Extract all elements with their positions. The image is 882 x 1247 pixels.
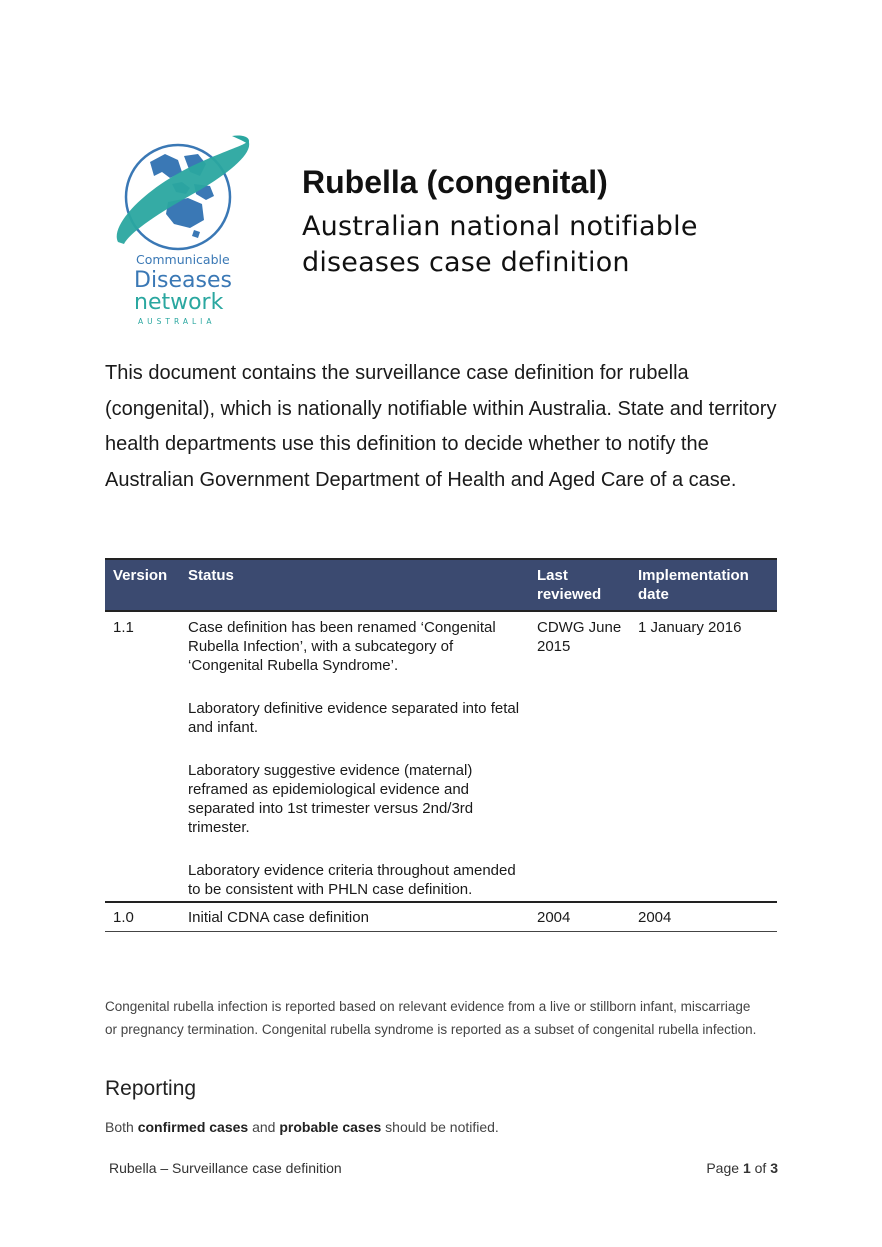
status-cell bbox=[180, 611, 529, 902]
reporting-text-after: should be notified. bbox=[381, 1119, 499, 1135]
reporting-paragraph bbox=[105, 1117, 499, 1137]
status-paragraph: Laboratory definitive evidence separated into fetal and infant. bbox=[188, 700, 520, 736]
reporting-text-middle: and bbox=[248, 1119, 280, 1135]
last-reviewed-cell: CDWG June 2015 bbox=[537, 619, 622, 655]
status-paragraph: Laboratory evidence criteria throughout amended to be consistent with PHLN case definition. bbox=[188, 862, 516, 898]
footer-document-title: Rubella – Surveillance case definition bbox=[109, 1160, 342, 1176]
status-cell: Initial CDNA case definition bbox=[180, 902, 529, 932]
header-version: Version bbox=[105, 559, 180, 611]
version-cell: 1.1 bbox=[113, 619, 134, 636]
footer-current-page: 1 bbox=[742, 1160, 751, 1176]
reporting-confirmed-cases: confirmed cases bbox=[137, 1119, 249, 1135]
status-paragraph: Laboratory suggestive evidence (maternal) reframed as epidemiological evidence and separated into 1st trimester versus 2nd/3rd trimester. bbox=[188, 762, 474, 836]
cdna-logo bbox=[110, 132, 255, 327]
last-reviewed-cell: 2004 bbox=[529, 902, 630, 932]
page-subtitle bbox=[302, 209, 822, 281]
header-implementation-date: Implementation date bbox=[630, 559, 777, 611]
subtitle-line1: Australian national notifiable bbox=[302, 211, 698, 242]
title-block bbox=[302, 162, 822, 281]
footer-page-prefix: Page bbox=[706, 1160, 743, 1176]
header-last-reviewed: Last reviewed bbox=[529, 559, 630, 611]
footer-total-pages: 3 bbox=[770, 1160, 778, 1176]
reporting-text-before: Both bbox=[105, 1119, 138, 1135]
logo-line4: AUSTRALIA bbox=[138, 317, 216, 326]
header-status: Status bbox=[180, 559, 529, 611]
version-cell: 1.0 bbox=[105, 902, 180, 932]
logo-line2: Diseases bbox=[134, 268, 232, 293]
intro-paragraph: This document contains the surveillance case definition for rubella (congenital), which is nationally notifiable within Australia. State and territory health departments use this definition to decide whether to notify the Australian Government Department of Health and Aged Care of a case. bbox=[105, 362, 777, 491]
reporting-heading: Reporting bbox=[105, 1077, 197, 1100]
logo-line3: network bbox=[134, 290, 224, 315]
logo-line1: Communicable bbox=[136, 252, 230, 267]
status-paragraph: Case definition has been renamed ‘Congenital Rubella Infection’, with a subcategory of ‘Congenital Rubella Syndrome’. bbox=[188, 619, 496, 674]
table-header-row bbox=[105, 559, 777, 611]
congenital-note-paragraph: Congenital rubella infection is reported based on relevant evidence from a live or stillborn infant, miscarriage or pregnancy termination. Congenital rubella syndrome is reported as a subset of congenital rubella infection. bbox=[105, 999, 757, 1037]
table-row bbox=[105, 902, 777, 932]
implementation-date-cell: 1 January 2016 bbox=[638, 619, 742, 636]
footer-page-number bbox=[706, 1160, 778, 1176]
reporting-probable-cases: probable cases bbox=[279, 1119, 382, 1135]
subtitle-line2: diseases case definition bbox=[302, 247, 630, 278]
table-row bbox=[105, 611, 777, 902]
version-history-table bbox=[105, 558, 777, 932]
globe-logo-icon bbox=[110, 132, 255, 327]
page-title: Rubella (congenital) bbox=[302, 164, 608, 200]
implementation-date-cell: 2004 bbox=[630, 902, 777, 932]
footer-page-middle: of bbox=[750, 1160, 771, 1176]
